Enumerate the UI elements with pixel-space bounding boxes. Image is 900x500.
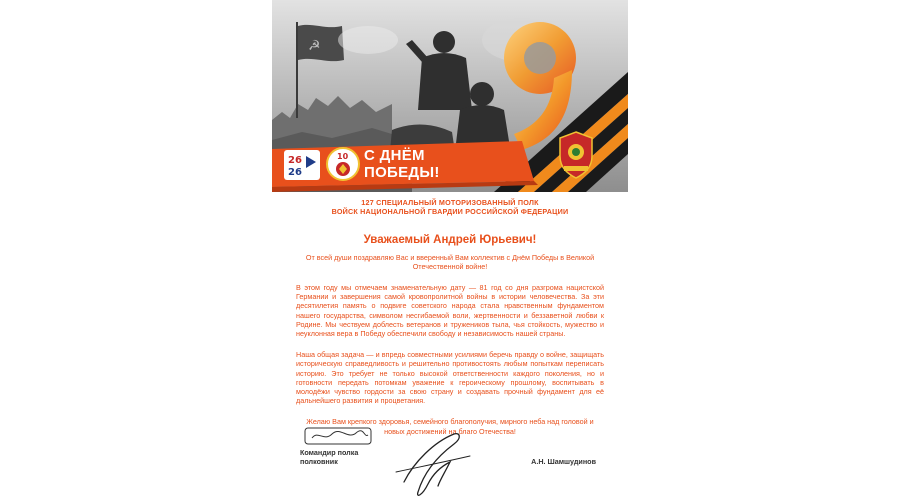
banner-title-line2: ПОБЕДЫ! <box>364 164 440 181</box>
regiment-emblem-icon <box>556 130 596 185</box>
closing-text: Желаю Вам крепкого здоровья, семейного благополучия, мирного неба над головой и новых достижений на благо Отечества! <box>306 417 594 436</box>
position-line1: Командир полка <box>300 448 359 457</box>
paragraph-1: В этом году мы отмечаем знаменательную дату — 81 год со дня разгрома нацистской Германии и завершения самой кровопролитной войны в истории человечества. За эти десятилетия память о подвиге советского народа стала нравственным фундаментом нашего государства, символом несгибаемой воли, жертвенности и беззаветной любви к Родине. Мы чествуем доблесть ветеранов и тружеников тыла, чья стойкость, мужество и неуклонная вера в Победу обеспечили свободу и независимость нашей страны. <box>296 283 604 339</box>
signer-position <box>300 448 358 466</box>
paragraph-2: Наша общая задача — и впредь совместными усилиями беречь правду о войне, защищать историческую справедливость и решительно противостоять любым попыткам переписать историю. Это требует не только высокой ответственности каждого поколения, но и готовности передать потомкам уважение к героическому прошлому, воспитывать в молодёжи чувство гордости за свою страну и создавать прочный фундамент для её дальнейшего развития и процветания. <box>296 350 604 406</box>
svg-text:26: 26 <box>288 155 302 166</box>
signer-name: А.Н. Шамшудинов <box>531 457 596 466</box>
anniversary-logo-icon <box>284 150 320 185</box>
signature-block <box>296 420 604 500</box>
national-guard-logo-icon <box>326 145 360 188</box>
svg-text:26: 26 <box>288 167 302 178</box>
svg-text:10: 10 <box>337 152 349 161</box>
handwritten-signature <box>394 422 474 500</box>
victory-day-title <box>364 147 440 181</box>
svg-text:☭: ☭ <box>308 38 321 54</box>
position-line2: полковник <box>300 457 338 466</box>
intro-text: От всей души поздравляю Вас и вверенный Вам коллектив с Днём Победы в Великой Отечественной войне! <box>305 253 595 271</box>
letter-body <box>296 198 604 436</box>
banner-title-line1: С ДНЁМ <box>364 147 425 164</box>
victory-banner <box>272 0 628 192</box>
salutation: Уважаемый Андрей Юрьевич! <box>363 234 537 246</box>
greeting-letter <box>272 0 628 500</box>
organization-header <box>296 198 604 216</box>
org-line1: 127 СПЕЦИАЛЬНЫЙ МОТОРИЗОВАННЫЙ ПОЛК <box>361 198 539 207</box>
org-line2: ВОЙСК НАЦИОНАЛЬНОЙ ГВАРДИИ РОССИЙСКОЙ ФЕДЕРАЦИИ <box>331 207 569 216</box>
